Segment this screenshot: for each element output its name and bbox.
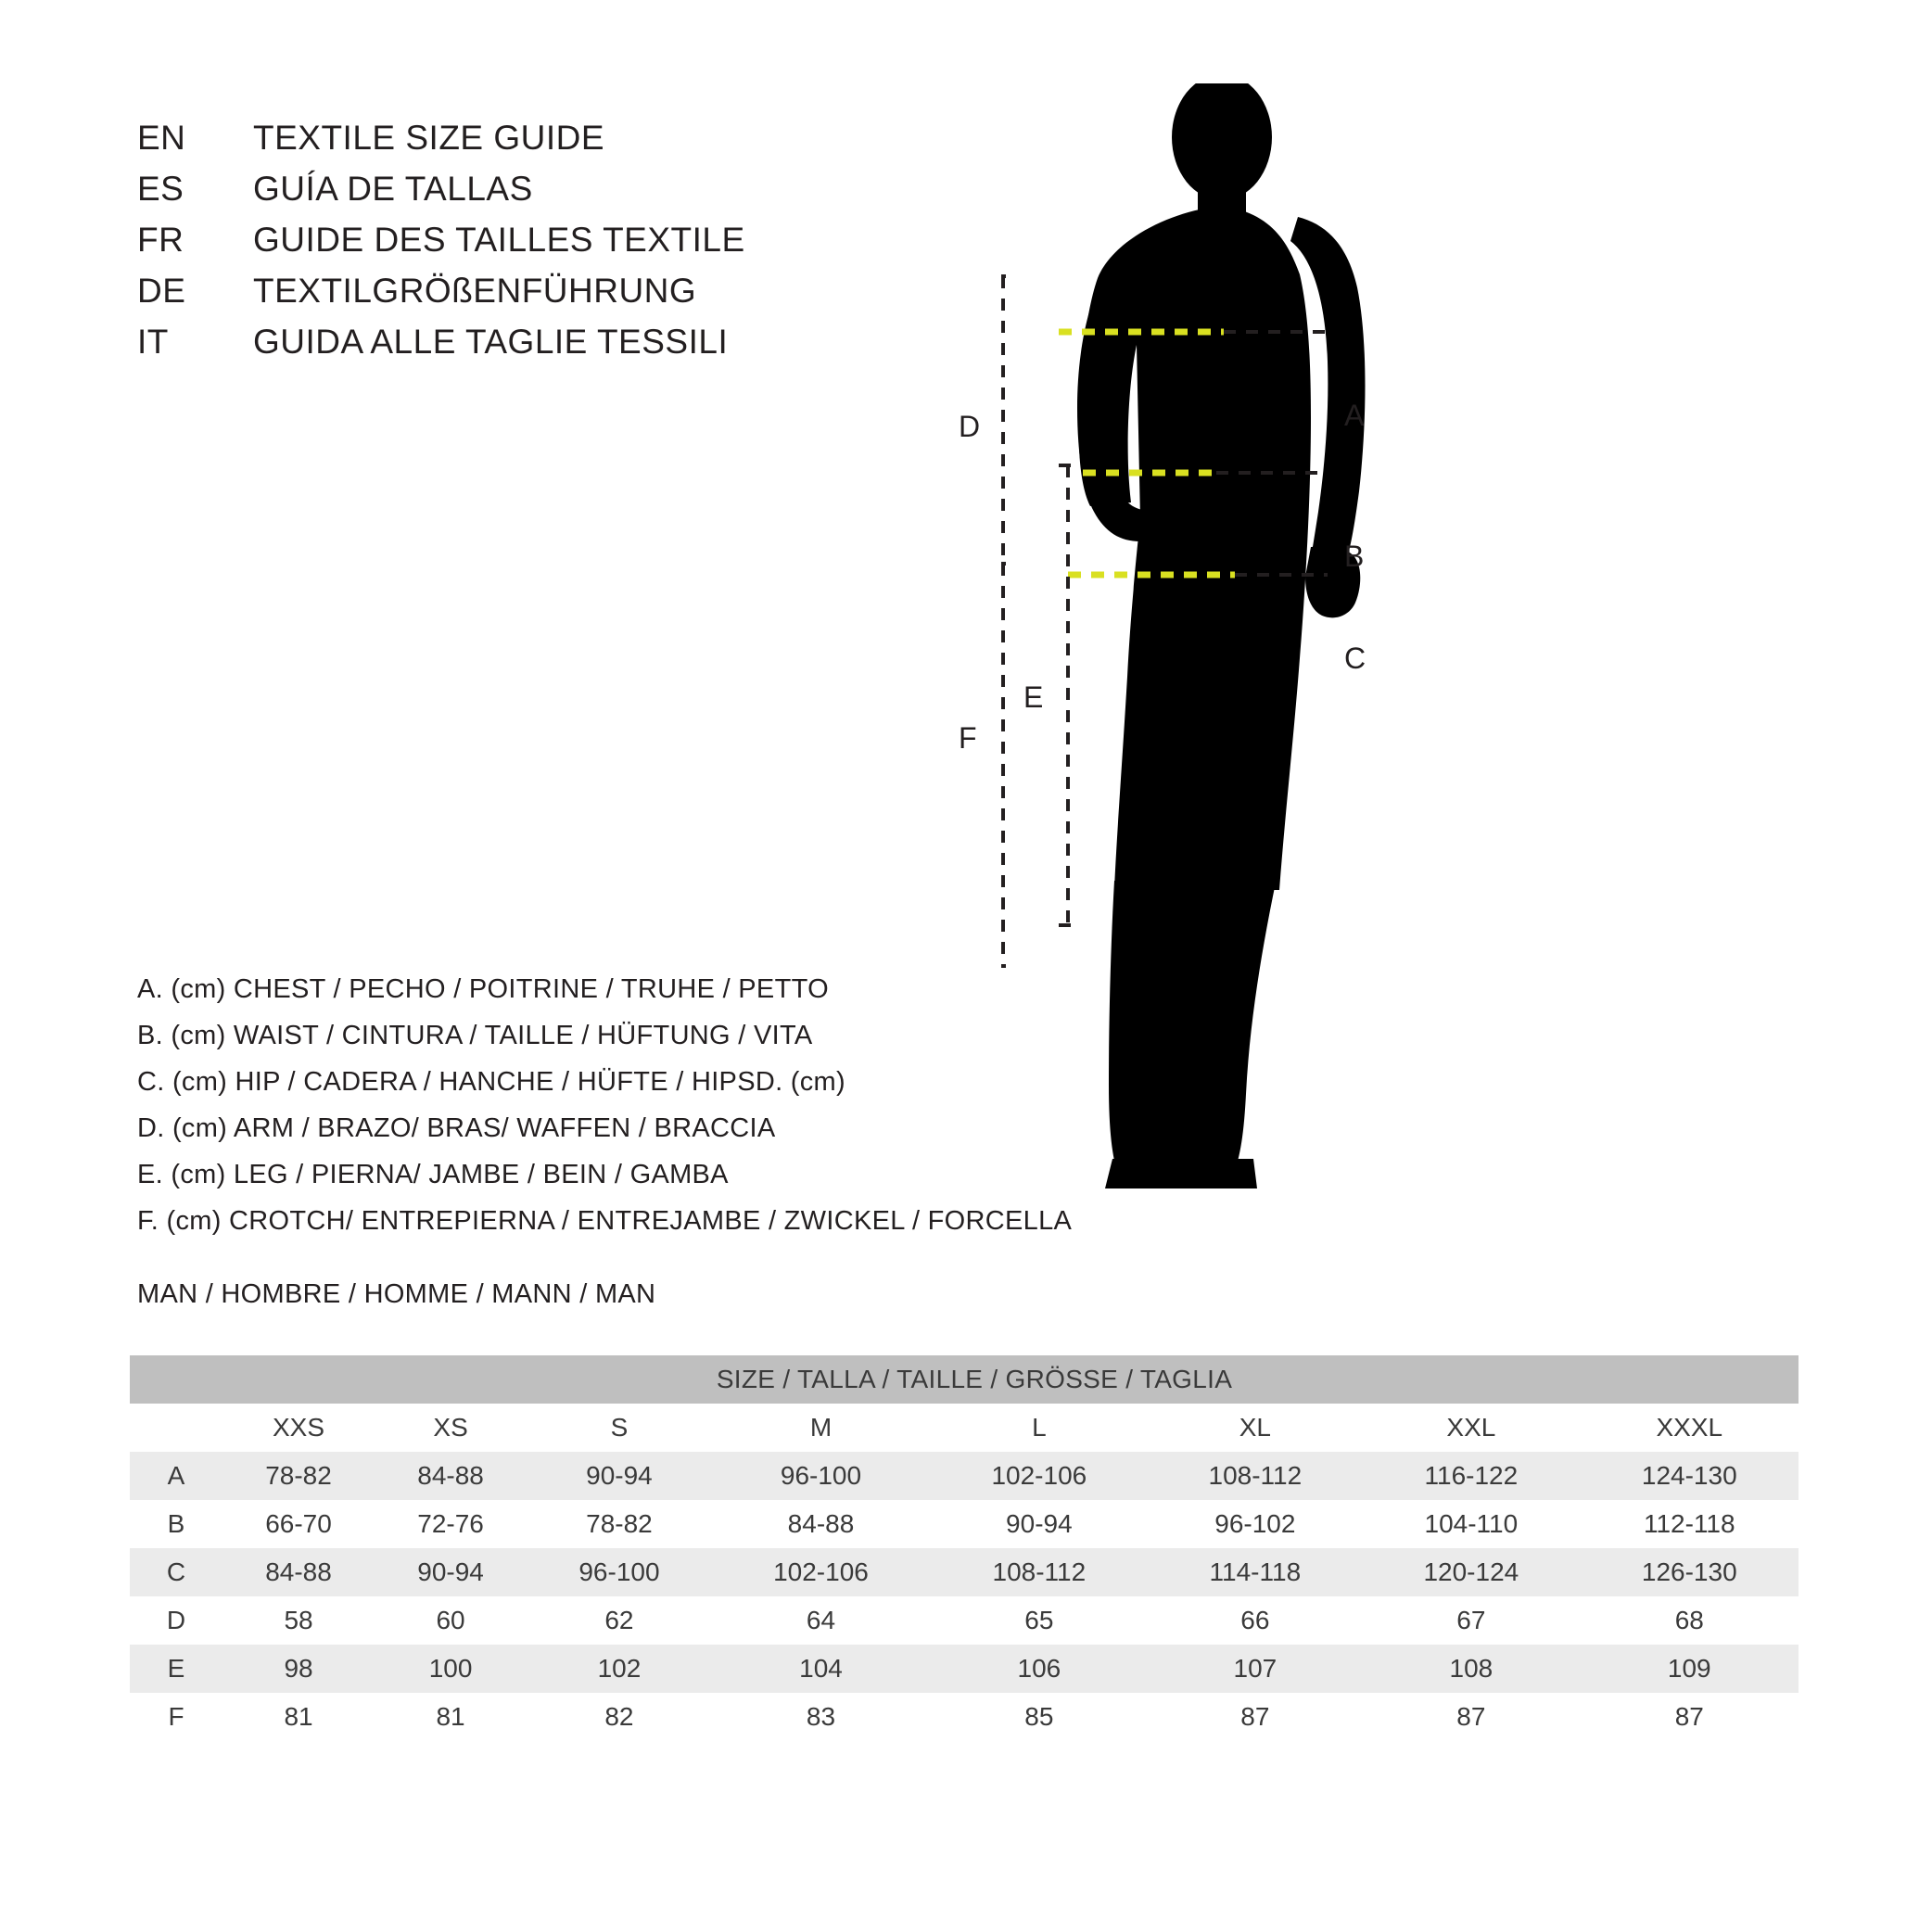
size-col-xxl: XXL [1362,1404,1580,1452]
cell-e-xs: 100 [375,1645,527,1693]
label-c: C [1344,642,1366,675]
table-header-label: SIZE / TALLA / TAILLE / GRÖSSE / TAGLIA [130,1355,1799,1404]
cell-f-xl: 87 [1149,1693,1363,1741]
cell-d-xl: 66 [1149,1596,1363,1645]
man-silhouette-icon [1077,83,1366,1188]
sizes-row-blank [130,1404,222,1452]
size-col-xxs: XXS [222,1404,375,1452]
title-text-es: GUÍA DE TALLAS [253,170,533,208]
legend-line-a: A. (cm) CHEST / PECHO / POITRINE / TRUHE / PETTO [137,974,829,1004]
measurement-diagram [959,83,1836,1242]
title-row-fr [137,221,745,272]
row-label-e: E [130,1645,222,1693]
table-sizes-row [130,1404,1799,1452]
cell-e-xl: 107 [1149,1645,1363,1693]
cell-e-m: 104 [712,1645,930,1693]
title-lang-it: IT [137,323,169,361]
title-text-fr: GUIDE DES TAILLES TEXTILE [253,221,745,259]
cell-c-l: 108-112 [930,1548,1148,1596]
title-block [137,119,745,374]
title-lang-de: DE [137,272,186,310]
title-row-es [137,170,745,221]
title-row-it [137,323,745,374]
row-label-d: D [130,1596,222,1645]
cell-c-xxs: 84-88 [222,1548,375,1596]
table-header-row [130,1355,1799,1404]
cell-a-xxl: 116-122 [1362,1452,1580,1500]
size-col-s: S [527,1404,712,1452]
label-e: E [1023,680,1044,714]
cell-d-xxl: 67 [1362,1596,1580,1645]
size-table-wrap [130,1355,1799,1741]
table-row [130,1452,1799,1500]
table-row [130,1500,1799,1548]
row-label-f: F [130,1693,222,1741]
table-row [130,1645,1799,1693]
row-label-a: A [130,1452,222,1500]
size-col-xs: XS [375,1404,527,1452]
cell-f-xs: 81 [375,1693,527,1741]
legend-line-c: C. (cm) HIP / CADERA / HANCHE / HÜFTE / HIPSD. (cm) [137,1067,845,1097]
table-row [130,1548,1799,1596]
title-text-en: TEXTILE SIZE GUIDE [253,119,605,157]
cell-e-xxxl: 109 [1581,1645,1799,1693]
cell-c-s: 96-100 [527,1548,712,1596]
gender-label: MAN / HOMBRE / HOMME / MANN / MAN [137,1279,656,1309]
cell-d-xs: 60 [375,1596,527,1645]
cell-c-xs: 90-94 [375,1548,527,1596]
cell-f-xxxl: 87 [1581,1693,1799,1741]
label-b: B [1344,540,1365,573]
cell-b-xxs: 66-70 [222,1500,375,1548]
title-row-en [137,119,745,170]
cell-a-xl: 108-112 [1149,1452,1363,1500]
cell-a-s: 90-94 [527,1452,712,1500]
cell-f-xxs: 81 [222,1693,375,1741]
cell-e-s: 102 [527,1645,712,1693]
title-lang-en: EN [137,119,186,157]
cell-e-l: 106 [930,1645,1148,1693]
cell-e-xxs: 98 [222,1645,375,1693]
cell-a-l: 102-106 [930,1452,1148,1500]
title-lang-es: ES [137,170,184,208]
cell-c-xl: 114-118 [1149,1548,1363,1596]
cell-d-xxs: 58 [222,1596,375,1645]
cell-d-l: 65 [930,1596,1148,1645]
table-row [130,1693,1799,1741]
cell-d-m: 64 [712,1596,930,1645]
cell-a-xxxl: 124-130 [1581,1452,1799,1500]
size-table [130,1355,1799,1741]
legend-line-e: E. (cm) LEG / PIERNA/ JAMBE / BEIN / GAMBA [137,1160,729,1189]
cell-b-s: 78-82 [527,1500,712,1548]
cell-a-m: 96-100 [712,1452,930,1500]
label-f: F [959,721,977,755]
cell-c-xxxl: 126-130 [1581,1548,1799,1596]
cell-f-xxl: 87 [1362,1693,1580,1741]
label-d: D [959,410,981,443]
cell-f-s: 82 [527,1693,712,1741]
size-col-m: M [712,1404,930,1452]
cell-b-l: 90-94 [930,1500,1148,1548]
cell-c-m: 102-106 [712,1548,930,1596]
cell-d-s: 62 [527,1596,712,1645]
cell-a-xxs: 78-82 [222,1452,375,1500]
measurement-legend [137,966,1072,1244]
legend-line-f: F. (cm) CROTCH/ ENTREPIERNA / ENTREJAMBE / ZWICKEL / FORCELLA [137,1206,1073,1236]
cell-f-m: 83 [712,1693,930,1741]
title-text-it: GUIDA ALLE TAGLIE TESSILI [253,323,729,361]
cell-b-xxl: 104-110 [1362,1500,1580,1548]
size-col-xxxl: XXXL [1581,1404,1799,1452]
legend-line-d: D. (cm) ARM / BRAZO/ BRAS/ WAFFEN / BRACCIA [137,1113,776,1143]
cell-f-l: 85 [930,1693,1148,1741]
title-lang-fr: FR [137,221,184,259]
table-row [130,1596,1799,1645]
cell-c-xxl: 120-124 [1362,1548,1580,1596]
row-label-b: B [130,1500,222,1548]
label-a: A [1344,399,1365,432]
cell-b-xl: 96-102 [1149,1500,1363,1548]
cell-b-xxxl: 112-118 [1581,1500,1799,1548]
cell-d-xxxl: 68 [1581,1596,1799,1645]
title-row-de [137,272,745,323]
title-text-de: TEXTILGRÖßENFÜHRUNG [253,272,697,310]
legend-line-b: B. (cm) WAIST / CINTURA / TAILLE / HÜFTUNG / VITA [137,1021,813,1050]
size-col-l: L [930,1404,1148,1452]
cell-b-xs: 72-76 [375,1500,527,1548]
size-col-xl: XL [1149,1404,1363,1452]
row-label-c: C [130,1548,222,1596]
cell-e-xxl: 108 [1362,1645,1580,1693]
cell-a-xs: 84-88 [375,1452,527,1500]
cell-b-m: 84-88 [712,1500,930,1548]
